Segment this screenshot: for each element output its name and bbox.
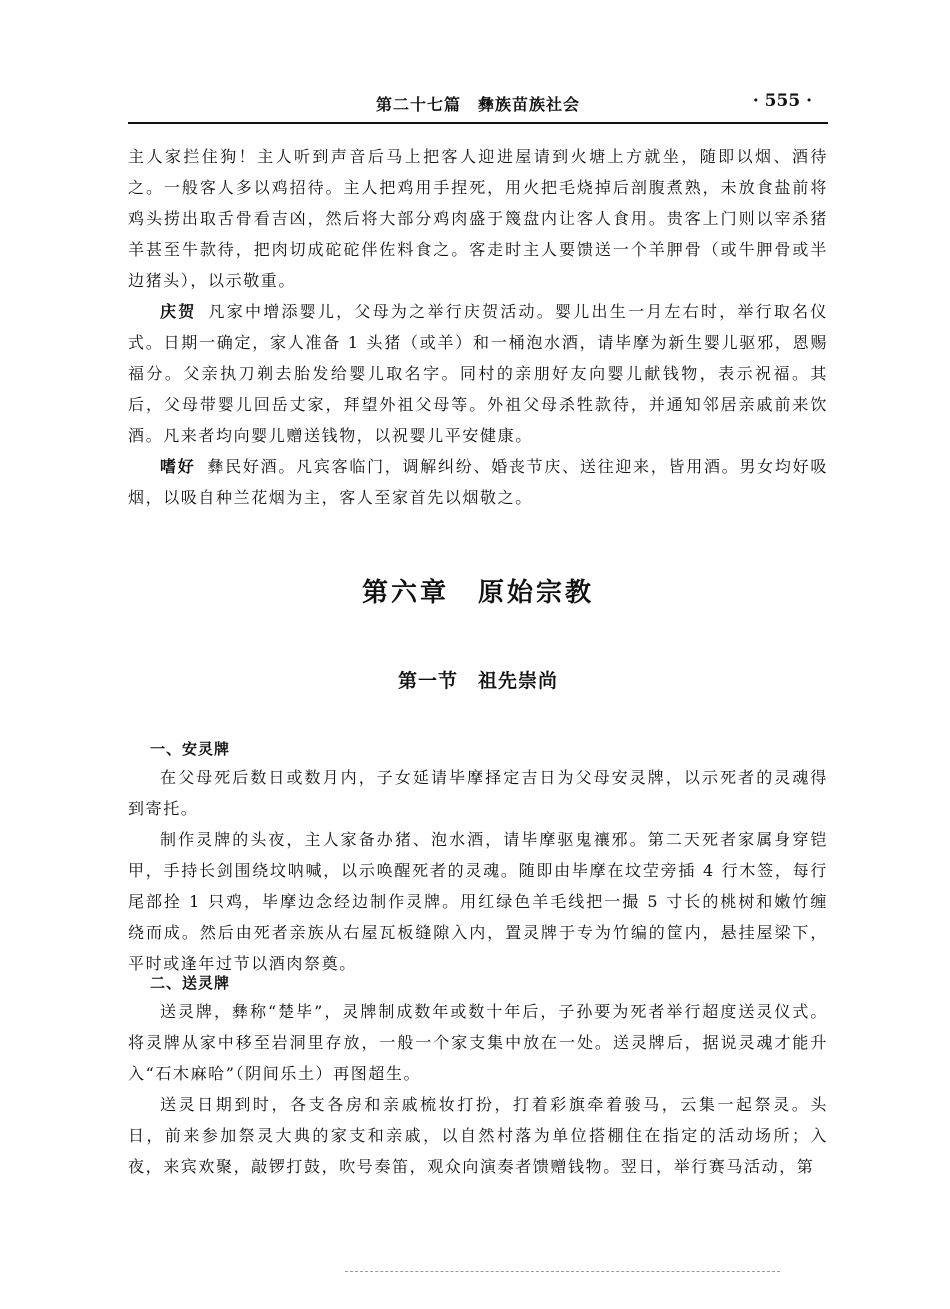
paragraph-lead: 庆贺 (160, 302, 197, 321)
subheading-install-tablet: 一、安灵牌 (150, 740, 231, 758)
paragraph-lead: 嗜好 (160, 457, 196, 476)
paragraph-habits (128, 451, 828, 513)
paragraph-text: 主人家拦住狗！主人听到声音后马上把客人迎进屋请到火塘上方就坐，随即以烟、酒待之。一般客人多以鸡招待。主人把鸡用手捏死，用火把毛烧掉后剖腹煮熟，未放食盐前将鸡头捞出取舌骨看吉凶，然后将大部分鸡肉盛于篾盘内让客人食用。贵客上门则以宰杀猪羊甚至牛款待，把肉切成砣砣伴佐料食之。客走时主人要馈送一个羊胛骨（或牛胛骨或半边猪头），以示敬重。 (128, 147, 828, 290)
header-title: 第二十七篇 彝族苗族社会 (375, 95, 580, 114)
chapter-title: 第六章 原始宗教 (361, 578, 594, 608)
paragraph-text: 凡家中增添婴儿，父母为之举行庆贺活动。婴儿出生一月左右时，举行取名仪式。日期一确定，家人准备 1 头猪（或羊）和一桶泡水酒，请毕摩为新生婴儿驱邪，恩赐福分。父亲执刀剃去胎发给婴儿取名字。同村的亲朋好友向婴儿献钱物，表示祝福。其后，父母带婴儿回岳丈家，拜望外祖父母等。外祖父母杀牲款待，并通知邻居亲戚前来饮酒。凡来者均向婴儿赠送钱物，以祝婴儿平安健康。 (128, 302, 828, 445)
paragraph-install-intro: 在父母死后数日或数月内，子女延请毕摩择定吉日为父母安灵牌，以示死者的灵魂得到寄托。 (128, 768, 828, 818)
subheading-send-tablet: 二、送灵牌 (150, 974, 231, 992)
footer-scan-line (345, 1271, 780, 1272)
paragraph-send-process: 送灵日期到时，各支各房和亲戚梳妆打扮，打着彩旗牵着骏马，云集一起祭灵。头日，前来参加祭灵大典的家支和亲戚，以自然村落为单位搭棚住在指定的活动场所；入夜，来宾欢聚，敲锣打鼓，吹号奏笛，观众向演奏者馈赠钱物。翌日，举行赛马活动，第 (128, 1095, 828, 1176)
page-number: · 555 · (752, 91, 812, 111)
running-header (128, 88, 828, 124)
paragraph-send-intro: 送灵牌，彝称“楚毕”，灵牌制成数年或数十年后，子孙要为死者举行超度送灵仪式。将灵牌从家中移至岩洞里存放，一般一个家支集中放在一处。送灵牌后，据说灵魂才能升入“石木麻哈”（阴间乐土）再图超生。 (128, 1002, 828, 1083)
paragraph-celebration (128, 296, 828, 451)
paragraph-install-process: 制作灵牌的头夜，主人家备办猪、泡水酒，请毕摩驱鬼禳邪。第二天死者家属身穿铠甲，手持长剑围绕坟呐喊，以示唤醒死者的灵魂。随即由毕摩在坟茔旁插 4 行木签，每行尾部拴 1 只鸡，毕摩边念经边制作灵牌。用红绿色羊毛线把一撮 5 寸长的桃树和嫩竹缠绕而成。然后由死者亲族从右屋瓦板缝隙入内，置灵牌于专为竹编的筐内，悬挂屋梁下，平时或逢年过节以酒肉祭奠。 (128, 830, 828, 973)
section-title: 第一节 祖先崇尚 (397, 670, 558, 692)
paragraph-hospitality (128, 141, 828, 296)
paragraph-text: 彝民好酒。凡宾客临门，调解纠纷、婚丧节庆、送往迎来，皆用酒。男女均好吸烟，以吸自种兰花烟为主，客人至家首先以烟敬之。 (128, 457, 828, 507)
